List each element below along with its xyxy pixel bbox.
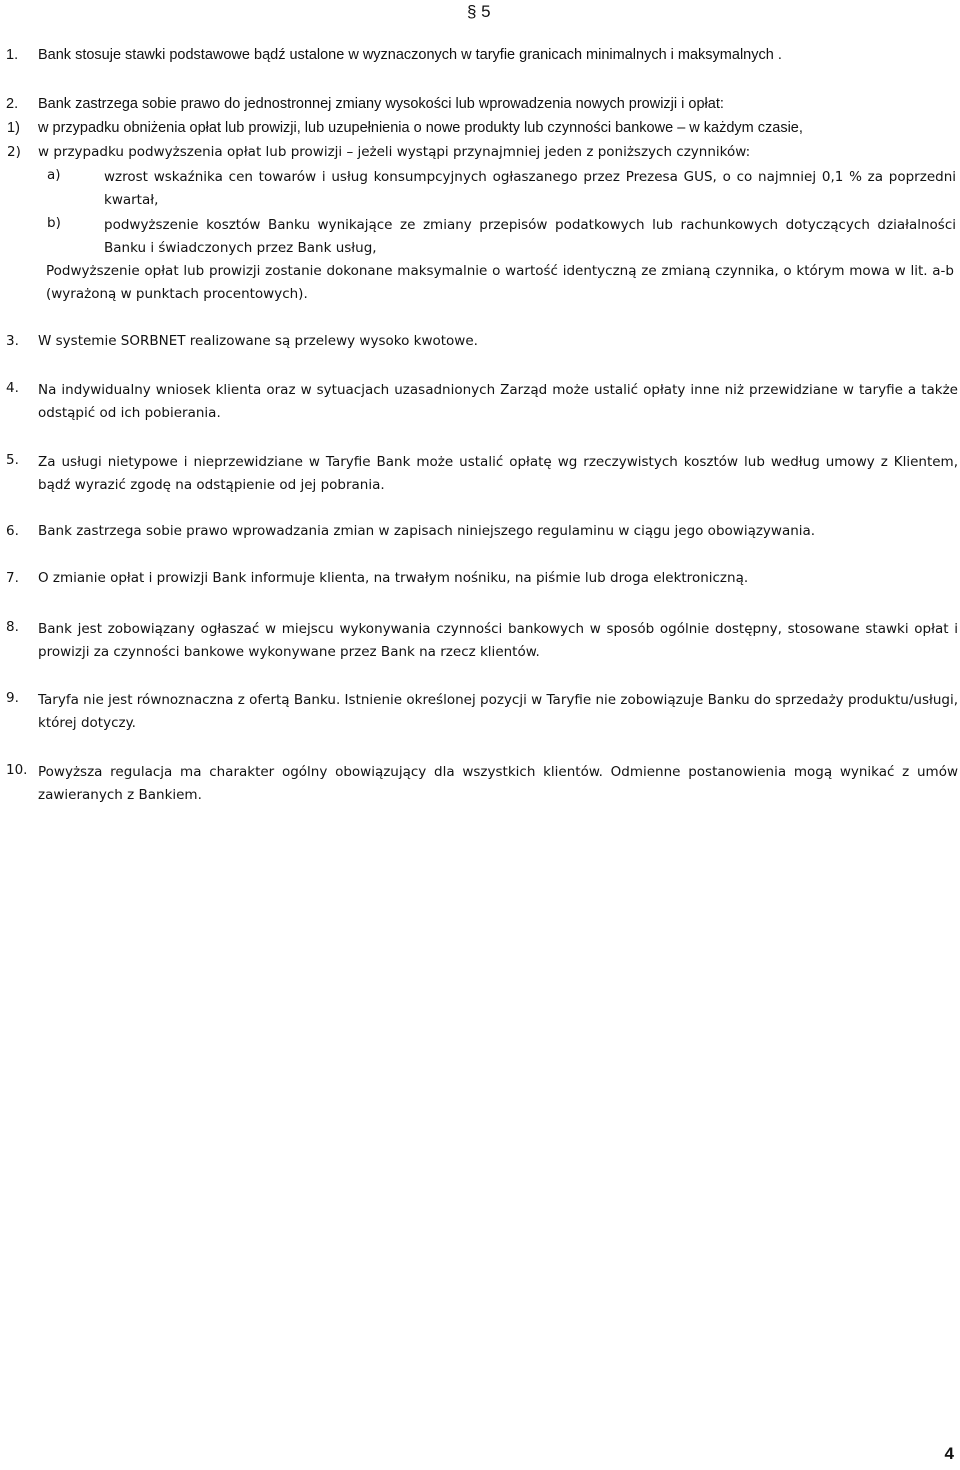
item-1-number: 1. bbox=[6, 47, 19, 63]
item-8-text: Bank jest zobowiązany ogłaszać w miejscu wykonywania czynności bankowych w sposób ogólnie dostępny, stosowane stawki opłat i prowizji za czynności bankowe wykonywane przez Bank na rzecz klientów. bbox=[38, 621, 958, 660]
letter-a-text: wzrost wskaźnika cen towarów i usług konsumpcyjnych ogłaszanego przez Prezesa GUS, o co najmniej 0,1 % za poprzedni kwartał, bbox=[104, 169, 956, 208]
item-6-text: Bank zastrzega sobie prawo wprowadzania zmian w zapisach niniejszego regulaminu w ciągu jego obowiązywania. bbox=[38, 523, 816, 539]
page-number: 4 bbox=[944, 1444, 954, 1463]
item-8-number: 8. bbox=[6, 619, 19, 635]
letter-b-number: b) bbox=[47, 215, 61, 231]
item-7-number: 7. bbox=[6, 570, 19, 586]
item-10-number: 10. bbox=[6, 762, 28, 778]
item-4-number: 4. bbox=[6, 380, 19, 396]
item-3-number: 3. bbox=[6, 333, 19, 349]
subitem-1-text: w przypadku obniżenia opłat lub prowizji, lub uzupełnienia o nowe produkty lub czynności bankowe – w każdym czasie, bbox=[38, 120, 803, 136]
item-3-text: W systemie SORBNET realizowane są przelewy wysoko kwotowe. bbox=[38, 333, 478, 349]
item-9-text: Taryfa nie jest równoznaczna z ofertą Banku. Istnienie określonej pozycji w Taryfie nie zobowiązuje Banku do sprzedaży produktu/usługi, której dotyczy. bbox=[38, 692, 958, 731]
item-2-number: 2. bbox=[6, 96, 19, 112]
item-4-text: Na indywidualny wniosek klienta oraz w sytuacjach uzasadnionych Zarząd może ustalić opłaty inne niż przewidziane w taryfie a także odstąpić od ich pobierania. bbox=[38, 382, 958, 421]
letter-b-text: podwyższenie kosztów Banku wynikające ze zmiany przepisów podatkowych lub rachunkowych dotyczących działalności Banku i świadczonych przez Bank usług, bbox=[104, 217, 956, 256]
item-9-number: 9. bbox=[6, 690, 19, 706]
subitem-1-number: 1) bbox=[7, 120, 20, 136]
item-2-closing: Podwyższenie opłat lub prowizji zostanie dokonane maksymalnie o wartość identyczną ze zmianą czynnika, o którym mowa w lit. a-b (wyrażoną w punktach procentowych). bbox=[46, 263, 954, 302]
section-heading: § 5 bbox=[467, 2, 491, 21]
letter-a-number: a) bbox=[47, 167, 61, 183]
item-7-text: O zmianie opłat i prowizji Bank informuje klienta, na trwałym nośniku, na piśmie lub droga elektroniczną. bbox=[38, 570, 749, 586]
item-5-number: 5. bbox=[6, 452, 19, 468]
item-1-text: Bank stosuje stawki podstawowe bądź ustalone w wyznaczonych w taryfie granicach minimalnych i maksymalnych . bbox=[38, 47, 782, 63]
item-6-number: 6. bbox=[6, 523, 19, 539]
item-10-text: Powyższa regulacja ma charakter ogólny obowiązujący dla wszystkich klientów. Odmienne postanowienia mogą wynikać z umów zawieranych z Bankiem. bbox=[38, 764, 958, 803]
subitem-2-text: w przypadku podwyższenia opłat lub prowizji – jeżeli wystąpi przynajmniej jeden z poniższych czynników: bbox=[38, 144, 751, 160]
subitem-2-number: 2) bbox=[7, 144, 21, 160]
item-5-text: Za usługi nietypowe i nieprzewidziane w Taryfie Bank może ustalić opłatę wg rzeczywistych kosztów lub według umowy z Klientem, bądź wyrazić zgodę na odstąpienie od jej pobrania. bbox=[38, 454, 958, 493]
item-2-text: Bank zastrzega sobie prawo do jednostronnej zmiany wysokości lub wprowadzenia nowych prowizji i opłat: bbox=[38, 96, 724, 112]
